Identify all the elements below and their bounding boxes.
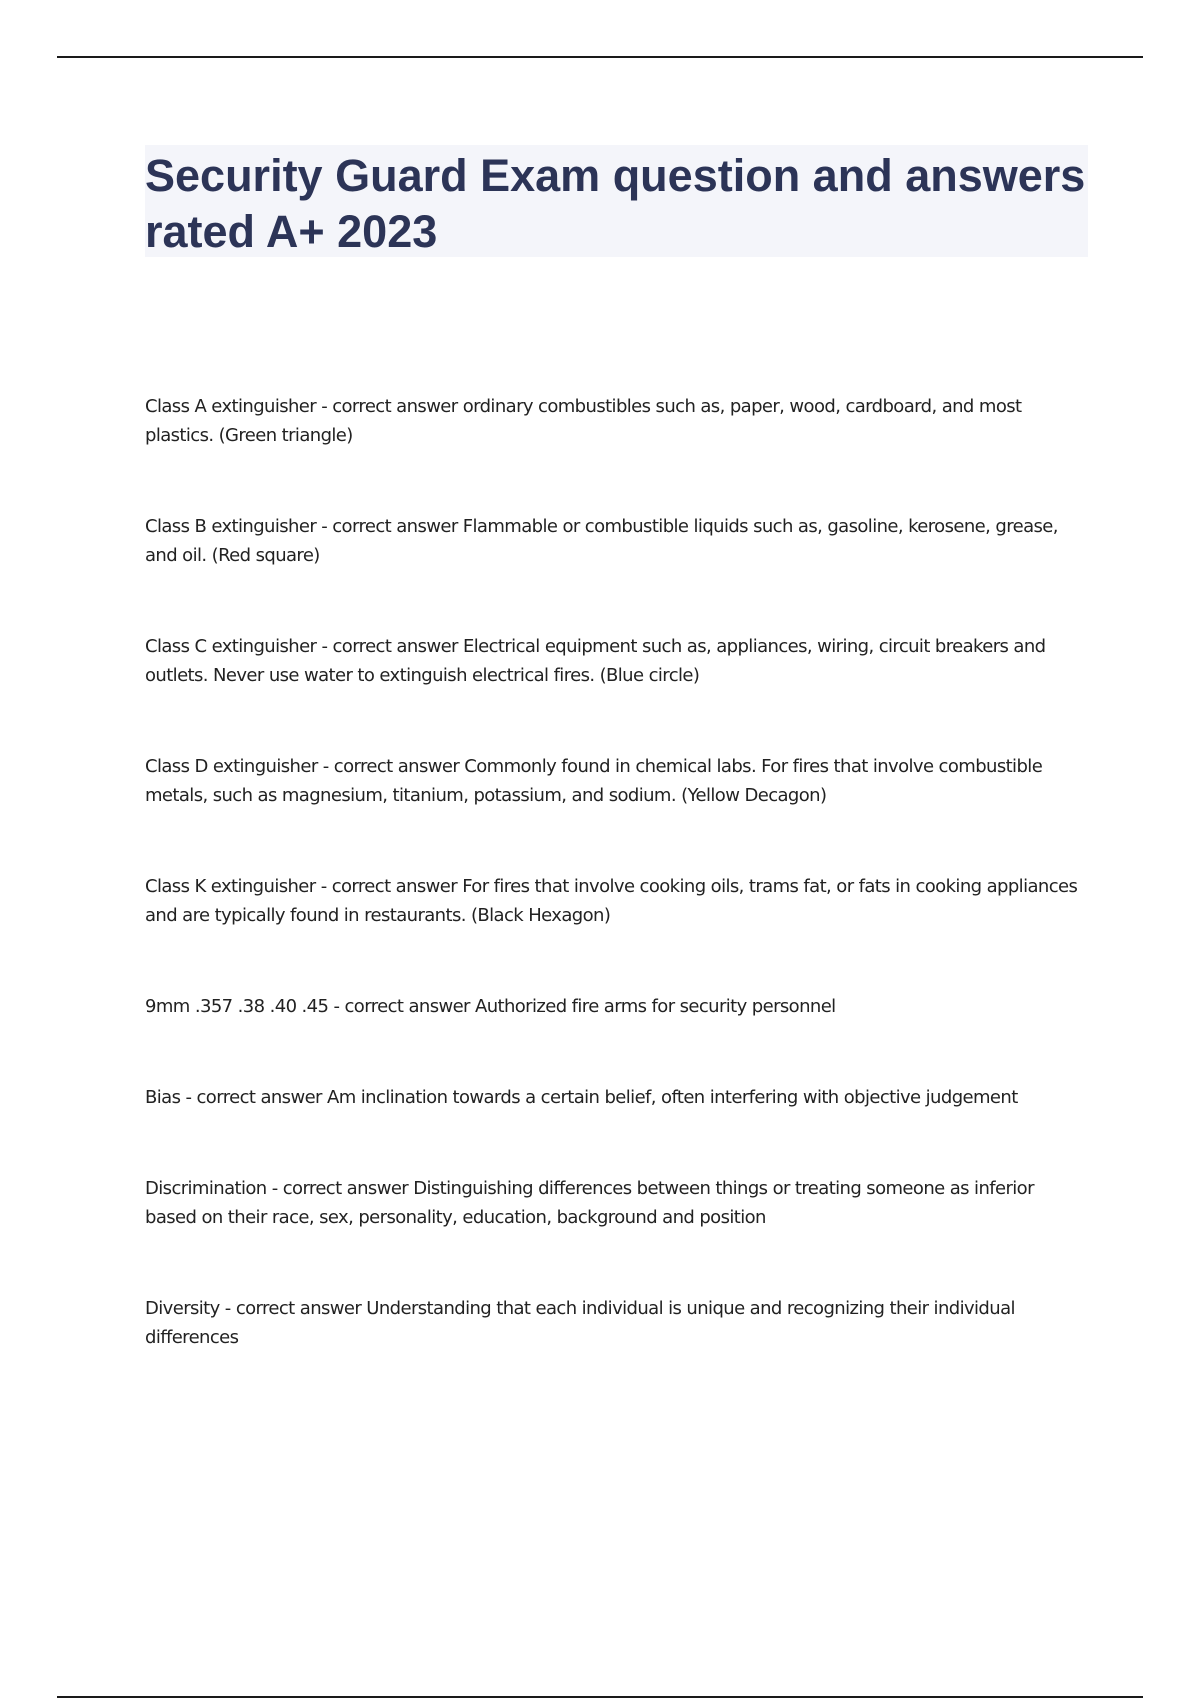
qa-entry-discrimination: Discrimination - correct answer Distinguishing differences between things or treating someone as inferior based on their race, sex, personality, education, background and position: [145, 1178, 1034, 1228]
qa-entry-class-a: Class A extinguisher - correct answer ordinary combustibles such as, paper, wood, cardboard, and most plastics. (Green triangle): [145, 396, 1022, 446]
qa-entry-bias: Bias - correct answer Am inclination towards a certain belief, often interfering with objective judgement: [145, 1087, 1018, 1108]
qa-entry-firearms: 9mm .357 .38 .40 .45 - correct answer Authorized fire arms for security personnel: [145, 996, 836, 1017]
bottom-rule: [57, 1696, 1143, 1698]
qa-entry-class-d: Class D extinguisher - correct answer Commonly found in chemical labs. For fires that involve combustible metals, such as magnesium, titanium, potassium, and sodium. (Yellow Decagon): [145, 756, 1043, 806]
qa-entry-class-c: Class C extinguisher - correct answer Electrical equipment such as, appliances, wiring, circuit breakers and outlets. Never use water to extinguish electrical fires. (Blue circle): [145, 636, 1046, 686]
qa-entry-diversity: Diversity - correct answer Understanding that each individual is unique and recognizing their individual differences: [145, 1298, 1015, 1348]
qa-entry-class-b: Class B extinguisher - correct answer Flammable or combustible liquids such as, gasoline, kerosene, grease, and oil. (Red square): [145, 516, 1058, 566]
page-title: Security Guard Exam question and answers rated A+ 2023: [145, 150, 1086, 257]
top-rule: [57, 56, 1143, 58]
qa-entry-class-k: Class K extinguisher - correct answer For fires that involve cooking oils, trams fat, or fats in cooking appliances and are typically found in restaurants. (Black Hexagon): [145, 876, 1078, 926]
